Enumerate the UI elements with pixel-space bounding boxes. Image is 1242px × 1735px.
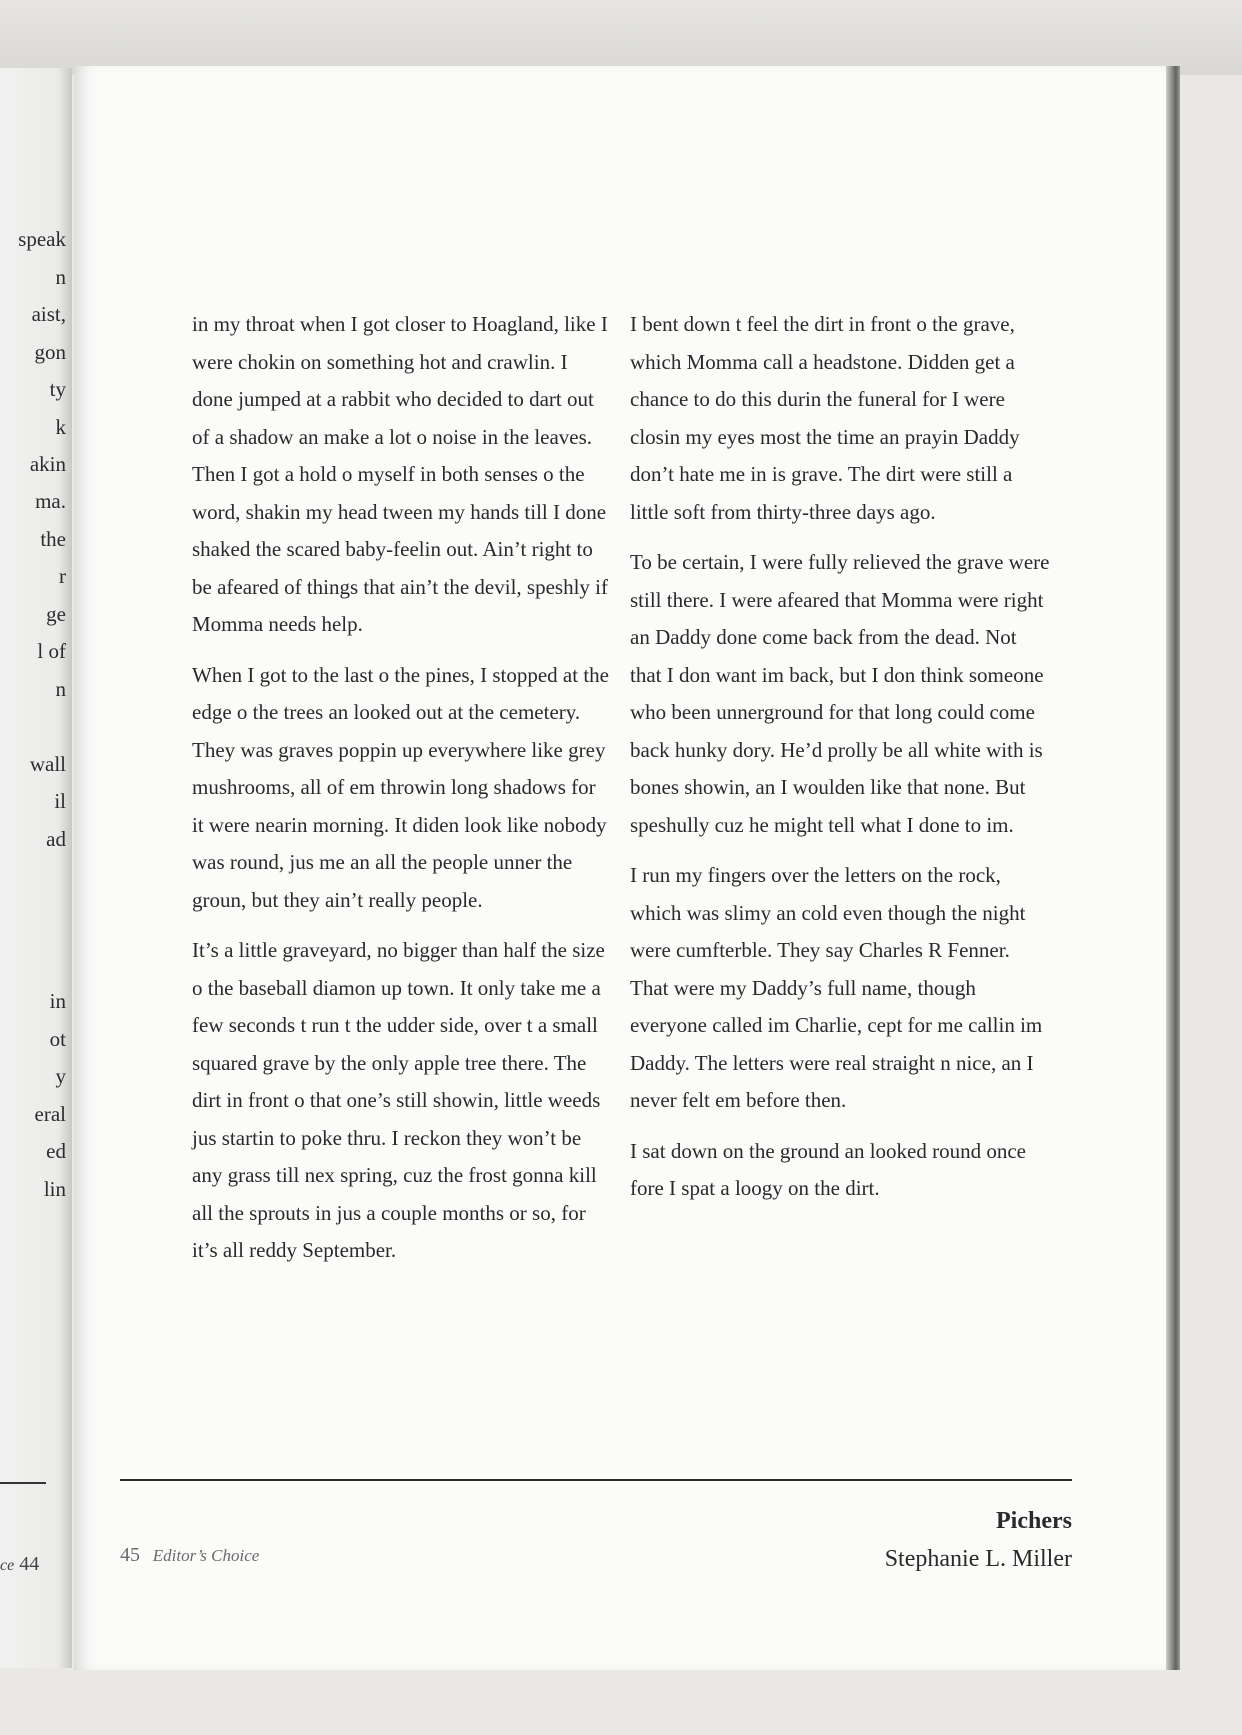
facing-page-text-fragment: wall <box>29 752 66 776</box>
facing-page-text-fragment: aist, <box>31 302 66 326</box>
facing-page-text-fragment: ge <box>46 602 66 626</box>
story-author: Stephanie L. Miller <box>884 1546 1072 1572</box>
facing-page-text-fragment: ad <box>46 827 66 851</box>
paragraph: To be certain, I were fully relieved the grave were still there. I were afeared that Momma were right an Daddy done come back from the dead. Not that I don want im back, but I don think someone who been unnerground for that long could come back hunky dory. He’d prolly be all white with is bones showin, an I woulden like that none. But speshully cuz he might tell what I done to im. <box>630 550 1050 837</box>
facing-page-text-fragment: the <box>40 527 66 551</box>
facing-page-text-fragment: ed <box>46 1139 66 1163</box>
facing-page-text-fragment: ty <box>49 377 66 401</box>
facing-page-rule <box>0 1482 46 1484</box>
facing-page-text-fragment: il <box>54 789 66 813</box>
story-title: Pichers <box>996 1508 1072 1534</box>
scan-top-shadow <box>0 0 1242 75</box>
paragraph: I bent down t feel the dirt in front o the grave, which Momma call a headstone. Didden get a chance to do this durin the funeral for I were closin my eyes most the time an prayin Daddy don’t hate me in is grave. The dirt were still a little soft from thirty-three days ago. <box>630 312 1020 524</box>
footer-rule <box>120 1479 1072 1481</box>
paragraph: I run my fingers over the letters on the rock, which was slimy an cold even though the night were cumfterble. They say Charles R Fenner. That were my Daddy’s full name, though everyone called im Charlie, cept for me callin im Daddy. The letters were real straight n nice, an I never felt em before then. <box>630 863 1043 1112</box>
facing-page-text-fragment: r <box>59 564 66 588</box>
page-folio <box>120 1544 259 1567</box>
facing-page-text-fragment: speak <box>18 227 66 251</box>
facing-page-text-fragment: lin <box>43 1177 66 1201</box>
facing-page-text-fragment: l of <box>37 639 66 663</box>
facing-page-text-fragment: n <box>55 677 66 701</box>
facing-page-text-fragment: ma. <box>35 489 66 513</box>
page-number: 45 <box>120 1544 140 1566</box>
text-column-left <box>192 306 612 1270</box>
facing-folio-number: 44 <box>19 1553 40 1575</box>
facing-page-text-fragment: ot <box>49 1027 66 1051</box>
paragraph: When I got to the last o the pines, I stopped at the edge o the trees an looked out at the cemetery. They was graves poppin up everywhere like grey mushrooms, all of em throwin long shadows for it were nearin morning. It diden look like nobody was round, jus me an all the people unner the groun, but they ain’t really people. <box>192 662 609 912</box>
facing-page-text-fragment: gon <box>34 340 66 364</box>
facing-page-edge <box>0 68 72 1668</box>
facing-page-text-fragment: n <box>55 265 66 289</box>
section-label: Editor’s Choice <box>152 1546 260 1565</box>
facing-page-text-fragment: in <box>49 989 66 1013</box>
facing-page-folio <box>0 1553 39 1576</box>
facing-page-text-fragment: akin <box>29 452 66 476</box>
text-column-right <box>630 306 1050 1208</box>
facing-page-text-fragment: eral <box>34 1102 66 1126</box>
paragraph: It’s a little graveyard, no bigger than half the size o the baseball diamon up town. It only take me a few seconds t run t the udder side, over t a small squared grave by the only apple tree there. The dirt in front o that one’s still showin, little weeds jus startin to poke thru. I reckon they won’t be any grass till nex spring, cuz the frost gonna kill all the sprouts in jus a couple months or so, for it’s all reddy September. <box>192 938 605 1262</box>
facing-page-text-fragment: y <box>55 1064 66 1088</box>
paragraph: I sat down on the ground an looked round once fore I spat a loogy on the dirt. <box>630 1138 1026 1200</box>
book-page <box>74 66 1168 1670</box>
facing-page-text-fragment: k <box>55 415 66 439</box>
page-stack-edge <box>1166 66 1180 1670</box>
facing-folio-label: ce <box>0 1557 15 1574</box>
paragraph: in my throat when I got closer to Hoagland, like I were chokin on something hot and crawlin. I done jumped at a rabbit who decided to dart out of a shadow an make a lot o noise in the leaves. Then I got a hold o myself in both senses o the word, shakin my head tween my hands till I done shaked the scared baby-feelin out. Ain’t right to be afeared of things that ain’t the devil, speshly if Momma needs help. <box>192 312 608 636</box>
